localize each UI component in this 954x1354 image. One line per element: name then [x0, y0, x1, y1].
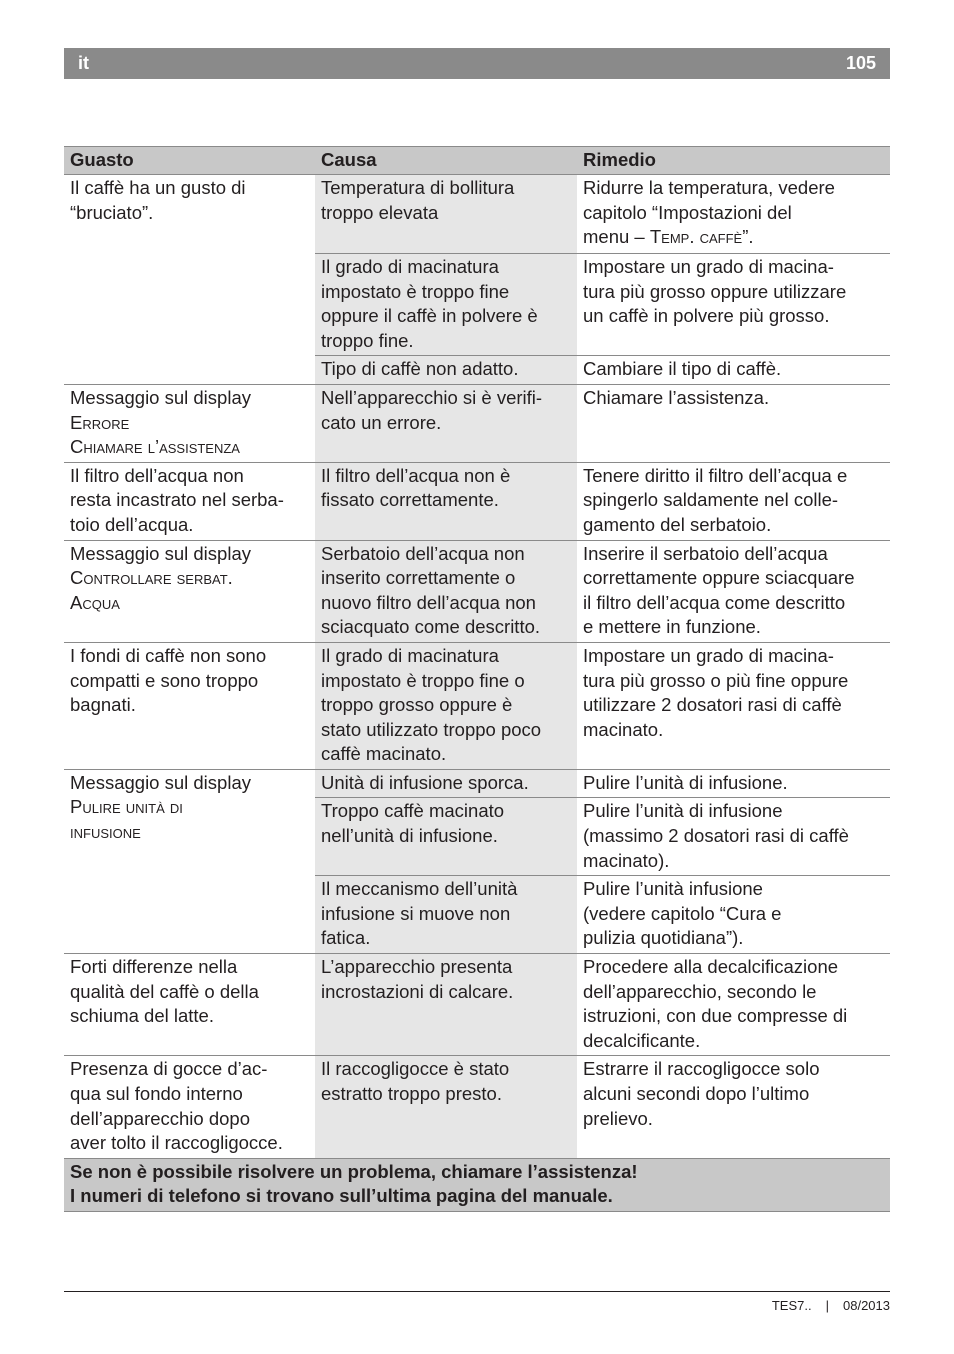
cause-text: Temperatura di bollitura [321, 177, 515, 198]
fault-text: Messaggio sul display [70, 386, 251, 408]
remedy-text: Pulire l’unità infusione [583, 878, 763, 900]
remedy-text: tura più grosso o più fine oppure [583, 669, 849, 691]
cause-text: sciacquato come descritto. [321, 616, 541, 638]
remedy-text-part: ”. [742, 226, 754, 248]
remedy-text: correttamente oppure sciacquare [583, 567, 855, 589]
fault-cell [64, 1056, 315, 1158]
remedy-text-part: menu – [583, 226, 650, 248]
page-footer [772, 1298, 890, 1313]
fault-text: aver tolto il raccogligocce. [70, 1132, 283, 1154]
fault-cell [64, 384, 315, 462]
cause-text: impostato è troppo fine o [321, 669, 525, 691]
remedy-text: macinato. [583, 718, 664, 740]
display-message: Controllare serbat. [70, 567, 233, 589]
fault-cell [64, 769, 315, 953]
page-header [64, 48, 890, 79]
remedy-text: dell’apparecchio, secondo le [583, 980, 817, 1002]
display-message: Pulire unità di [70, 796, 183, 818]
display-message: infusione [70, 821, 141, 843]
cause-text: troppo grosso oppure è [321, 694, 513, 716]
fault-cell [64, 540, 315, 642]
cause-text: infusione si muove non [321, 902, 511, 924]
remedy-text: Ridurre la temperatura, vedere [583, 177, 835, 198]
fault-text: qualità del caffè o della [70, 980, 259, 1002]
remedy-cell [577, 384, 890, 462]
table-note-row [64, 1158, 890, 1211]
fault-cell [64, 954, 315, 1056]
remedy-text: Pulire l’unità di infusione [583, 800, 783, 822]
remedy-text: pulizia quotidiana”). [583, 927, 744, 949]
remedy-text: prelievo. [583, 1107, 653, 1129]
table-row [64, 540, 890, 642]
remedy-text [583, 225, 884, 250]
remedy-text: Chiamare l’assistenza. [583, 386, 770, 408]
fault-text: Il filtro dell’acqua non [70, 464, 244, 486]
remedy-text: istruzioni, con due compresse di [583, 1005, 848, 1027]
menu-item-name: Temp. caffè [649, 226, 743, 248]
remedy-text: Procedere alla decalcificazione [583, 956, 839, 978]
fault-text: schiuma del latte. [70, 1005, 214, 1027]
cause-text: nuovo filtro dell’acqua non [321, 591, 536, 613]
cause-cell [315, 254, 577, 356]
cause-cell [315, 798, 577, 876]
cause-text: Unità di infusione sporca. [321, 771, 529, 793]
cause-text: cato un errore. [321, 411, 442, 433]
remedy-text: Tenere diritto il filtro dell’acqua e [583, 464, 848, 486]
cause-text: nell’unità di infusione. [321, 825, 498, 847]
table-row [64, 462, 890, 540]
remedy-text: capitolo “Impostazioni del [583, 201, 792, 223]
remedy-text: tura più grosso oppure utilizzare [583, 280, 847, 302]
cause-text: impostato è troppo fine [321, 280, 510, 302]
cause-text: Il grado di macinatura [321, 256, 499, 277]
remedy-text: Cambiare il tipo di caffè. [583, 358, 782, 380]
display-message: Acqua [70, 591, 120, 613]
display-message: Chiamare l’assistenza [70, 436, 240, 458]
remedy-cell [577, 1056, 890, 1158]
language-code: it [78, 53, 89, 73]
cause-text: caffè macinato. [321, 743, 447, 765]
remedy-text: Estrarre il raccogligocce solo [583, 1058, 820, 1080]
cause-text: Troppo caffè macinato [321, 800, 505, 822]
cause-cell [315, 876, 577, 954]
page-number: 105 [845, 53, 876, 73]
remedy-text: Impostare un grado di macina- [583, 256, 834, 277]
assistance-note [64, 1158, 890, 1211]
remedy-text: (massimo 2 dosatori rasi di caffè [583, 825, 849, 847]
remedy-cell [577, 356, 890, 385]
fault-cell [64, 462, 315, 540]
column-header-rimedio: Rimedio [577, 147, 890, 175]
fault-text: toio dell’acqua. [70, 513, 194, 535]
remedy-text: alcuni secondi dopo l’ultimo [583, 1083, 810, 1104]
fault-text: Il caffè ha un gusto di [70, 177, 246, 198]
remedy-cell [577, 642, 890, 769]
cause-text: estratto troppo presto. [321, 1083, 502, 1104]
troubleshooting-table [64, 146, 890, 1212]
remedy-text: il filtro dell’acqua come descritto [583, 591, 846, 613]
cause-text: troppo fine. [321, 329, 414, 351]
remedy-text: utilizzare 2 dosatori rasi di caffè [583, 694, 842, 716]
cause-cell [315, 954, 577, 1056]
cause-text: troppo elevata [321, 201, 439, 223]
cause-cell [315, 1056, 577, 1158]
cause-cell [315, 356, 577, 385]
fault-cell [64, 175, 315, 385]
fault-text: Messaggio sul display [70, 771, 251, 793]
cause-text: Nell’apparecchio si è verifi- [321, 386, 543, 408]
note-text: Se non è possibile risolvere un problema, chiamare l’assistenza! [70, 1160, 638, 1182]
fault-text: Presenza di gocce d’ac- [70, 1058, 268, 1080]
cause-text: fatica. [321, 927, 371, 949]
remedy-text: (vedere capitolo “Cura e [583, 902, 782, 924]
fault-text: compatti e sono troppo [70, 669, 259, 691]
remedy-cell [577, 954, 890, 1056]
cause-cell [315, 769, 577, 798]
table-row [64, 642, 890, 769]
cause-cell [315, 384, 577, 462]
footer-separator: | [825, 1298, 829, 1313]
cause-text: Serbatoio dell’acqua non [321, 542, 525, 564]
remedy-text: decalcificante. [583, 1029, 701, 1051]
cause-text: fissato correttamente. [321, 489, 499, 511]
cause-text: incrostazioni di calcare. [321, 980, 514, 1002]
remedy-cell [577, 175, 890, 254]
remedy-text: spingerlo saldamente nel colle- [583, 489, 839, 511]
cause-text: Il raccogligocce è stato [321, 1058, 510, 1080]
fault-cell [64, 642, 315, 769]
remedy-cell [577, 798, 890, 876]
remedy-text: Impostare un grado di macina- [583, 644, 834, 666]
remedy-text: Inserire il serbatoio dell’acqua [583, 542, 828, 564]
cause-text: stato utilizzato troppo poco [321, 718, 542, 740]
remedy-text: macinato). [583, 849, 670, 871]
note-text: I numeri di telefono si trovano sull’ultima pagina del manuale. [70, 1185, 613, 1207]
fault-text: Messaggio sul display [70, 542, 251, 564]
remedy-text: e mettere in funzione. [583, 616, 761, 638]
column-header-causa: Causa [315, 147, 577, 175]
column-header-guasto: Guasto [64, 147, 315, 175]
cause-text: oppure il caffè in polvere è [321, 305, 538, 327]
remedy-cell [577, 462, 890, 540]
remedy-cell [577, 876, 890, 954]
cause-cell [315, 642, 577, 769]
cause-text: Tipo di caffè non adatto. [321, 358, 519, 380]
table-row [64, 769, 890, 798]
table-row [64, 1056, 890, 1158]
table-row [64, 954, 890, 1056]
fault-text: I fondi di caffè non sono [70, 644, 267, 666]
display-message: Errore [70, 411, 130, 433]
fault-text: qua sul fondo interno [70, 1083, 243, 1104]
cause-text: inserito correttamente o [321, 567, 516, 589]
fault-text: “bruciato”. [70, 201, 154, 223]
table-row [64, 384, 890, 462]
cause-cell [315, 540, 577, 642]
edition-date: 08/2013 [843, 1298, 890, 1313]
remedy-cell [577, 540, 890, 642]
fault-text: bagnati. [70, 694, 136, 716]
footer-rule [64, 1291, 890, 1292]
remedy-cell [577, 254, 890, 356]
remedy-cell [577, 769, 890, 798]
cause-text: Il filtro dell’acqua non è [321, 464, 511, 486]
cause-text: Il grado di macinatura [321, 644, 499, 666]
cause-cell [315, 462, 577, 540]
cause-cell [315, 175, 577, 254]
cause-text: L’apparecchio presenta [321, 956, 513, 978]
model-code: TES7.. [771, 1298, 812, 1313]
fault-text: resta incastrato nel serba- [70, 489, 284, 511]
remedy-text: un caffè in polvere più grosso. [583, 305, 830, 327]
table-header-row [64, 147, 890, 175]
cause-text: Il meccanismo dell’unità [321, 878, 518, 900]
remedy-text: gamento del serbatoio. [583, 513, 772, 535]
fault-text: Forti differenze nella [70, 956, 238, 978]
table-row [64, 175, 890, 254]
fault-text: dell’apparecchio dopo [70, 1107, 250, 1129]
remedy-text: Pulire l’unità di infusione. [583, 771, 788, 793]
